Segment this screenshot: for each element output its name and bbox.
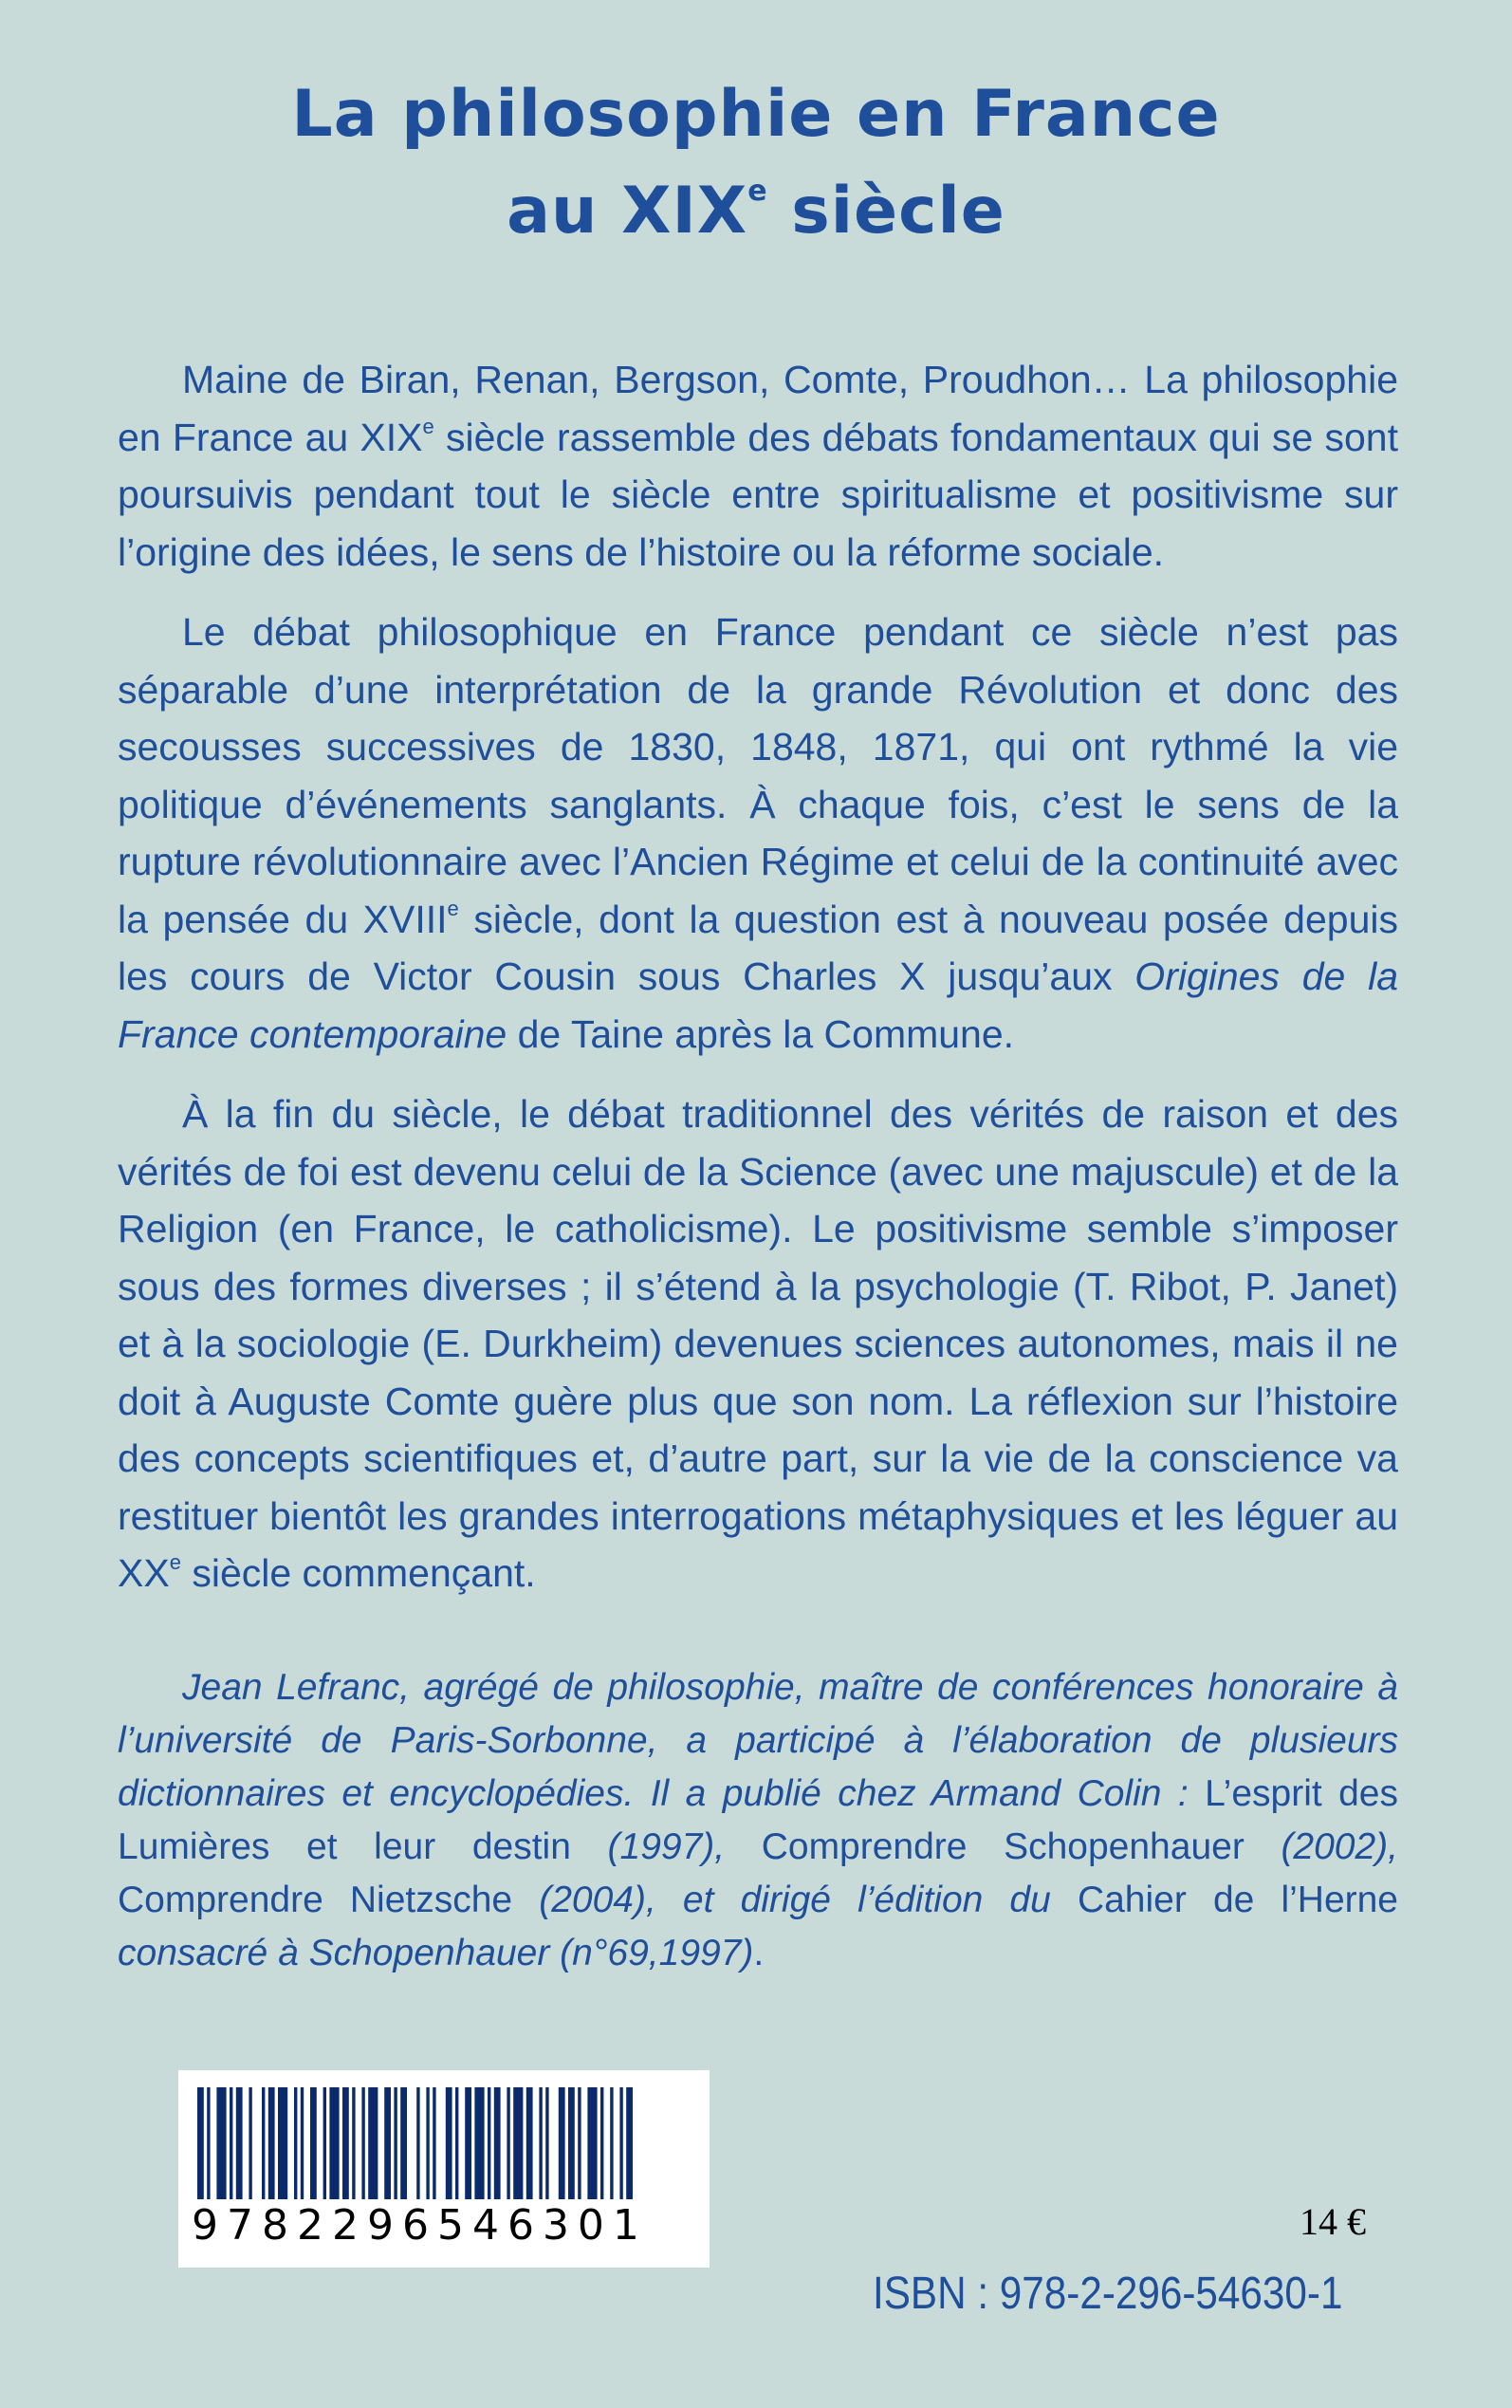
p2-book-title: Origines de la France contemporaine	[118, 954, 1399, 1056]
barcode-bar	[513, 2087, 523, 2199]
p3-text-b: siècle commençant.	[180, 1551, 536, 1595]
p1-text-b: siècle rassemble des débats fondamentaux qui se sont poursuivis pendant tout le siècle entre spiritualisme et positivisme sur l’origine des idées, le sens de l’histoire ou la réforme sociale.	[118, 415, 1398, 574]
barcode-bar	[400, 2087, 407, 2199]
bio-italic-1: Jean Lefranc, agrégé de philosophie, maître de conférences honoraire à l’université de Paris-Sorbonne, a participé à l’élaboration de plusieurs dictionnaires et encyclopédies. Il a publié chez Armand Colin :	[118, 1666, 1398, 1814]
barcode-bar	[446, 2087, 452, 2199]
barcode-bar	[329, 2087, 339, 2199]
barcode-bar	[587, 2087, 597, 2199]
barcode-bar	[294, 2087, 297, 2199]
title-superscript: e	[747, 175, 768, 208]
barcode-digits: 9782296546301	[192, 2201, 648, 2250]
barcode-bar	[600, 2087, 603, 2199]
back-cover-text	[118, 351, 1398, 1980]
price: 14 €	[1300, 2200, 1366, 2243]
barcode-bar	[568, 2087, 575, 2199]
barcode-bar	[465, 2087, 471, 2199]
barcode-bar	[230, 2087, 232, 2199]
barcode-bar	[268, 2087, 275, 2199]
barcode-bar	[384, 2087, 391, 2199]
barcode-bar	[545, 2087, 548, 2199]
barcode-bar	[394, 2087, 396, 2199]
barcode-bar	[361, 2087, 364, 2199]
barcode-bar	[352, 2087, 355, 2199]
bio-italic-2: (1997),	[607, 1825, 726, 1867]
paragraph-2	[118, 603, 1398, 1063]
barcode-bar	[342, 2087, 349, 2199]
bio-roman-3: Comprendre Nietzsche	[118, 1879, 540, 1920]
paragraph-3	[118, 1085, 1398, 1602]
barcode-bar	[559, 2087, 565, 2199]
title-line-2	[507, 174, 1005, 249]
bio-roman-2: Comprendre Schopenhauer	[725, 1825, 1282, 1867]
p3-superscript: e	[169, 1550, 181, 1574]
barcode-bar	[526, 2087, 533, 2199]
p1-text-a: Maine de Biran, Renan, Bergson, Comte, Proudhon… La philosophie en France au XIX	[118, 358, 1398, 459]
title-line-1: La philosophie en France	[291, 77, 1221, 152]
barcode-bar	[278, 2087, 287, 2199]
p1-superscript: e	[422, 414, 434, 438]
barcode-bar	[507, 2087, 509, 2199]
barcode-bar	[310, 2087, 317, 2199]
p3-text-a: À la fin du siècle, le débat traditionnel des vérités de raison et des vérités de foi est devenu celui de la Science (avec une majuscule) et de la Religion (en France, le catholicisme). Le positivisme semble s’imposer sous des formes diverses ; il s’étend à la psychologie (T. Ribot, P. Janet) et à la sociologie (E. Durkheim) devenues sciences autonomes, mais il ne doit à Auguste Comte guère plus que son nom. La réflexion sur l’histoire des concepts scientifiques et, d’autre part, sur la vie de la conscience va restituer bientôt les grandes interrogations métaphysiques et les léguer au XX	[118, 1092, 1398, 1595]
barcode-bar	[236, 2087, 243, 2199]
p2-text-a: Le débat philosophique en France pendant ce siècle n’est pas séparable d’une interprétation de la grande Révolution et donc des secousses successives de 1830, 1848, 1871, qui ont rythmé la vie politique d’événements sanglants. À chaque fois, c’est le sens de la rupture révolutionnaire avec l’Ancien Régime et celui de la continuité avec la pensée du XVIII	[118, 610, 1398, 941]
barcode-bar	[433, 2087, 435, 2199]
barcode-bar	[610, 2087, 613, 2199]
author-bio	[118, 1661, 1398, 1980]
barcode-bar	[207, 2087, 210, 2199]
barcode-bar	[488, 2087, 490, 2199]
book-title	[0, 66, 1512, 260]
barcode-bar	[262, 2087, 265, 2199]
bio-roman-5: .	[753, 1932, 765, 1973]
barcode-bar	[494, 2087, 501, 2199]
p2-superscript: e	[447, 896, 459, 920]
barcode-bar	[416, 2087, 419, 2199]
barcode-bar	[368, 2087, 378, 2199]
barcode-bar	[626, 2087, 633, 2199]
barcode-bar	[301, 2087, 304, 2199]
bio-italic-4: (2004), et dirigé l’édition du	[539, 1879, 1051, 1920]
paragraph-1	[118, 351, 1398, 581]
bio-italic-5: consacré à Schopenhauer (n°69,1997)	[118, 1932, 754, 1973]
bio-roman-1: L’esprit des Lumières et leur destin	[118, 1772, 1398, 1867]
barcode-bar	[578, 2087, 581, 2199]
title-line-2-prefix: au XIX	[507, 174, 748, 249]
isbn: ISBN : 978-2-296-54630-1	[873, 2269, 1343, 2319]
p2-text-c: de Taine après la Commune.	[507, 1011, 1015, 1056]
title-line-2-suffix: siècle	[767, 174, 1005, 249]
barcode-bar	[216, 2087, 226, 2199]
barcode-bar	[323, 2087, 326, 2199]
bio-roman-4: Cahier de l’Herne	[1050, 1879, 1398, 1920]
barcode-bar	[455, 2087, 458, 2199]
barcode-bars	[197, 2087, 691, 2199]
barcode-bar	[426, 2087, 429, 2199]
bio-italic-3: (2002),	[1281, 1825, 1399, 1867]
barcode-bar	[619, 2087, 622, 2199]
p2-text-b: siècle, dont la question est à nouveau posée depuis les cours de Victor Cousin sous Charles X jusqu’aux	[118, 897, 1398, 998]
barcode	[178, 2070, 710, 2268]
barcode-bar	[539, 2087, 542, 2199]
barcode-bar	[474, 2087, 484, 2199]
barcode-bar	[249, 2087, 251, 2199]
barcode-bar	[197, 2087, 204, 2199]
